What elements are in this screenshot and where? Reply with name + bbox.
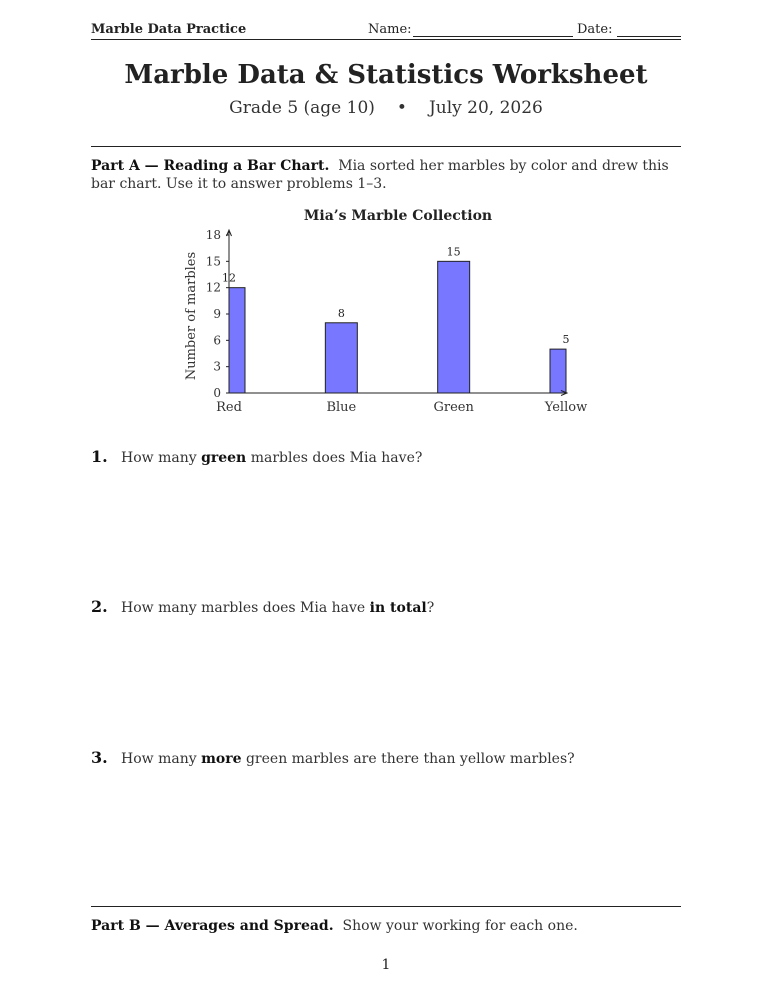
data-label-green: 15 (446, 245, 461, 259)
part-b-text: Show your working for each one. (342, 918, 578, 934)
data-label-red: 12 (222, 271, 236, 285)
y-tick-label-15: 15 (205, 254, 221, 269)
question-1-pre: How many (121, 450, 202, 466)
question-1-emphasis: green (201, 450, 247, 466)
y-tick-label-3: 3 (213, 359, 221, 374)
question-2-emphasis: in total (369, 600, 427, 616)
x-tick-label-blue: Blue (326, 400, 357, 415)
header-rule (91, 39, 681, 40)
subtitle (0, 98, 772, 118)
x-tick-label-yellow: Yellow (544, 400, 588, 415)
x-tick-label-red: Red (216, 400, 242, 415)
header-title: Marble Data Practice (91, 22, 247, 37)
name-blank (413, 36, 573, 37)
question-3 (91, 748, 575, 767)
bar-chart (160, 205, 620, 425)
question-2 (91, 597, 434, 616)
bar-blue (325, 323, 357, 393)
x-tick-label-green: Green (433, 400, 474, 415)
y-axis-label: Number of marbles (184, 251, 199, 381)
grade-label: Grade 5 (age 10) (229, 98, 375, 118)
date-blank (617, 36, 681, 37)
part-b-heading: Part B — Averages and Spread. (91, 918, 334, 934)
part-b-intro (91, 917, 681, 935)
question-2-pre: How many marbles does Mia have (121, 600, 370, 616)
question-2-post: ? (426, 600, 435, 616)
separator-bullet: • (396, 98, 407, 118)
page-number: 1 (381, 957, 391, 973)
section-rule-b (91, 906, 681, 907)
bar-green (438, 261, 470, 393)
y-tick-label-9: 9 (213, 307, 221, 321)
question-1-number: 1. (91, 447, 108, 466)
question-3-emphasis: more (201, 751, 242, 767)
y-tick-label-18: 18 (205, 228, 221, 242)
bar-red (229, 288, 245, 393)
worksheet-date: July 20, 2026 (428, 98, 543, 118)
question-3-post: green marbles are there than yellow marbles? (241, 751, 575, 767)
bar-yellow (550, 349, 566, 393)
data-label-blue: 8 (337, 306, 345, 320)
name-label: Name: (368, 22, 412, 37)
date-label: Date: (577, 22, 613, 37)
page-title: Marble Data & Statistics Worksheet (124, 60, 648, 90)
section-rule-a (91, 146, 681, 147)
y-tick-label-0: 0 (213, 386, 221, 400)
data-label-yellow: 5 (562, 333, 570, 347)
part-a-heading: Part A — Reading a Bar Chart. (91, 158, 330, 174)
part-a-text: Mia sorted her marbles by color and drew this bar chart. Use it to answer problems 1–3. (91, 158, 669, 192)
question-1 (91, 447, 422, 466)
part-a-intro (91, 157, 681, 193)
question-2-number: 2. (91, 597, 108, 616)
chart-svg (160, 205, 620, 425)
chart-title: Mia’s Marble Collection (303, 208, 493, 224)
running-header (91, 20, 681, 40)
y-tick-label-6: 6 (213, 333, 221, 348)
question-3-number: 3. (91, 748, 108, 767)
question-1-post: marbles does Mia have? (246, 450, 423, 466)
y-tick-label-12: 12 (205, 280, 221, 295)
question-3-pre: How many (121, 751, 202, 767)
